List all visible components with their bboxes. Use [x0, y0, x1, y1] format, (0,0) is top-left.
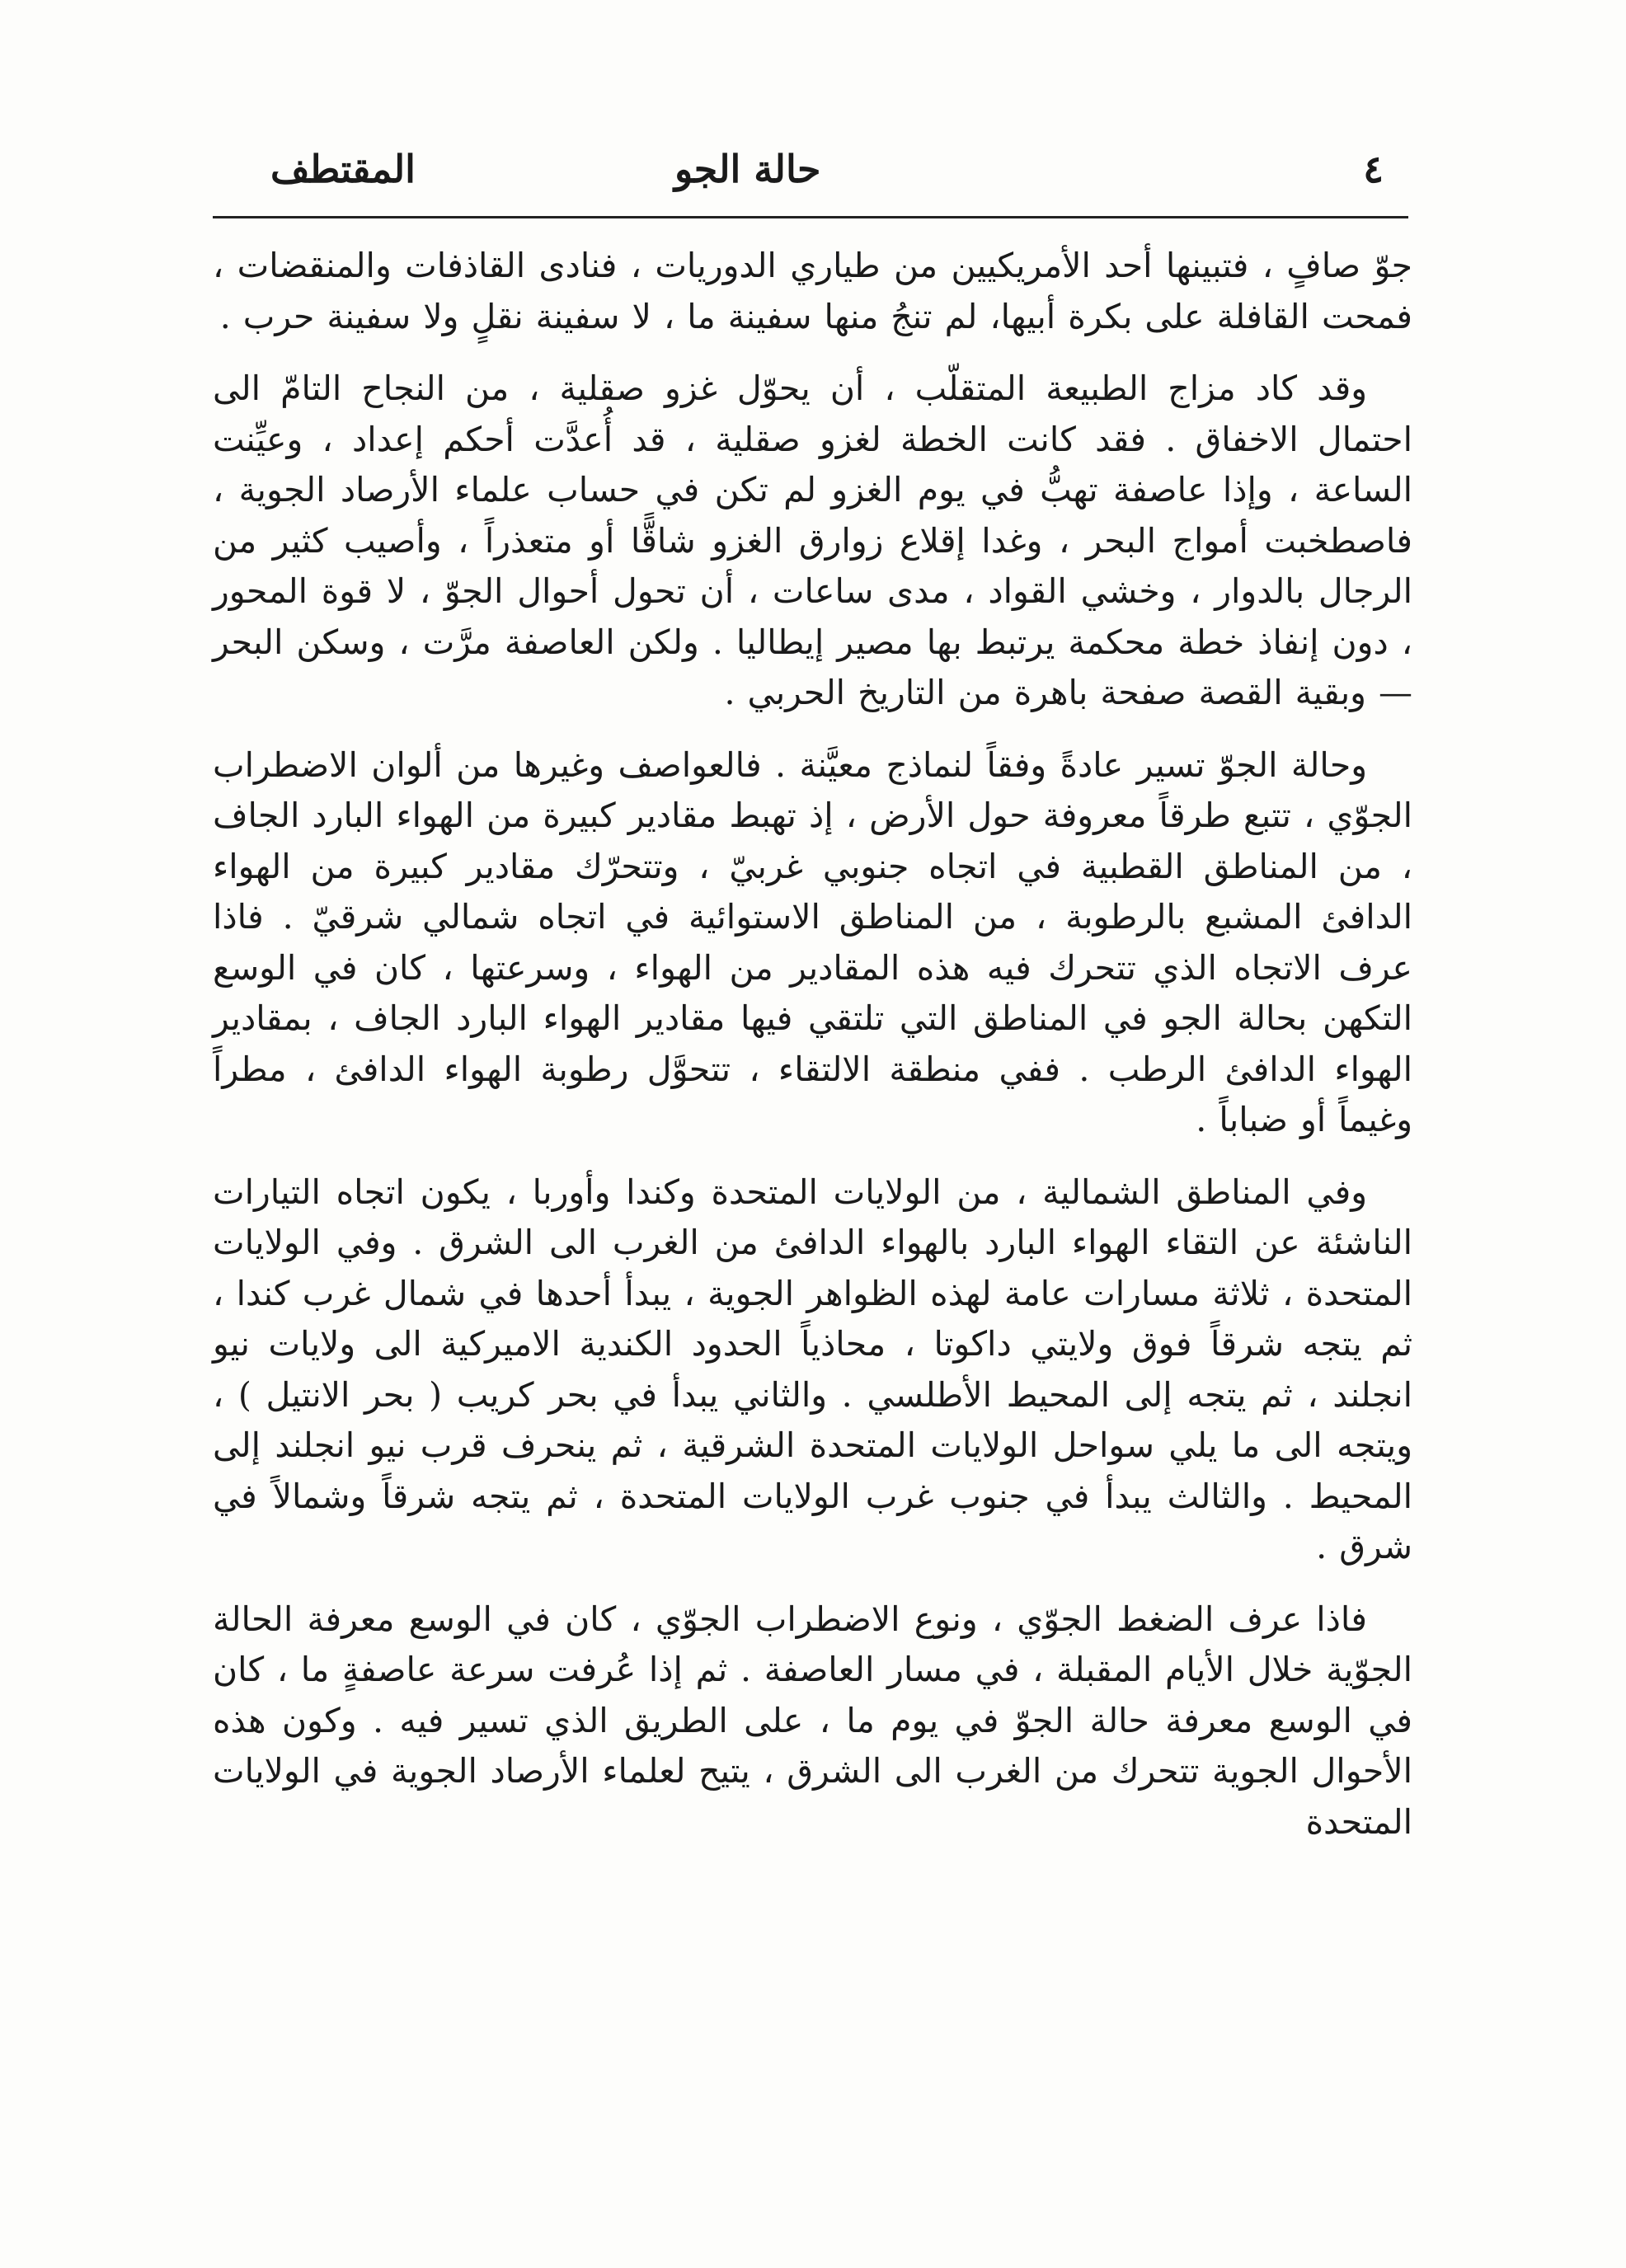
paragraph-4: وفي المناطق الشمالية ، من الولايات المتحدة وكندا وأوربا ، يكون اتجاه التيارات الناشئة عن التقاء الهواء البارد بالهواء الدافئ من الغرب الى الشرق . وفي الولايات المتحدة ، ثلاثة مسارات عامة لهذه الظواهر الجوية ، يبدأ أحدها في شمال غرب كندا ، ثم يتجه شرقاً فوق ولايتي داكوتا ، محاذياً الحدود الكندية الاميركية الى ولايات نيو انجلند ، ثم يتجه إلى المحيط الأطلسي . والثاني يبدأ في بحر كريب ( بحر الانتيل ) ، ويتجه الى ما يلي سواحل الولايات المتحدة الشرقية ، ثم ينحرف قرب نيو انجلند إلى المحيط . والثالث يبدأ في جنوب غرب الولايات المتحدة ، ثم يتجه شرقاً وشمالاً في شرق .: [213, 1172, 1412, 1566]
page-number: ٤: [1363, 147, 1384, 191]
header-rule: [213, 216, 1408, 218]
paragraph-2: وقد كاد مزاج الطبيعة المتقلّب ، أن يحوّل غزو صقلية ، من النجاح التامّ الى احتمال الاخفاق . فقد كانت الخطة لغزو صقلية ، قد أُعدَّت أحكم إعداد ، وعيِّنت الساعة ، وإذا عاصفة تهبُّ في يوم الغزو لم تكن في حساب علماء الأرصاد الجوية ، فاصطخبت أمواج البحر ، وغدا إقلاع زوارق الغزو شاقًّا أو متعذراً ، وأصيب كثير من الرجال بالدوار ، وخشي القواد ، مدى ساعات ، أن تحول أحوال الجوّ ، لا قوة المحور ، دون إنفاذ خطة محكمة يرتبط بها مصير إيطاليا . ولكن العاصفة مرَّت ، وسكن البحر — وبقية القصة صفحة باهرة من التاريخ الحربي .: [213, 369, 1412, 712]
page-header: [213, 140, 1408, 198]
journal-name: المقتطف: [270, 147, 416, 191]
paragraph-3: وحالة الجوّ تسير عادةً وفقاً لنماذج معيَّنة . فالعواصف وغيرها من ألوان الاضطراب الجوّي ، تتبع طرقاً معروفة حول الأرض ، إذ تهبط مقادير كبيرة من الهواء البارد الجاف ، من المناطق القطبية في اتجاه جنوبي غربيّ ، وتتحرّك مقادير كبيرة من الهواء الدافئ المشبع بالرطوبة ، من المناطق الاستوائية في اتجاه شمالي شرقيّ . فاذا عرف الاتجاه الذي تتحرك فيه هذه المقادير من الهواء ، وسرعتها ، كان في الوسع التكهن بحالة الجو في المناطق التي تلتقي فيها مقادير الهواء البارد الجاف ، بمقادير الهواء الدافئ الرطب . ففي منطقة الالتقاء ، تتحوَّل رطوبة الهواء الدافئ ، مطراً وغيماً أو ضباباً .: [213, 744, 1412, 1139]
paragraph-1: جوّ صافٍ ، فتبينها أحد الأمريكيين من طياري الدوريات ، فنادى القاذفات والمنقضات ، فمحت القافلة على بكرة أبيها، لم تنجُ منها سفينة ما ، لا سفينة نقلٍ ولا سفينة حرب .: [213, 246, 1412, 336]
article-body: [213, 241, 1412, 1869]
paragraph-5: فاذا عرف الضغط الجوّي ، ونوع الاضطراب الجوّي ، كان في الوسع معرفة الحالة الجوّية خلال الأيام المقبلة ، في مسار العاصفة . ثم إذا عُرفت سرعة عاصفةٍ ما ، كان في الوسع معرفة حالة الجوّ في يوم ما ، على الطريق الذي تسير فيه . وكون هذه الأحوال الجوية تتحرك من الغرب الى الشرق ، يتيح لعلماء الأرصاد الجوية في الولايات المتحدة: [213, 1599, 1412, 1842]
running-title: حالة الجو: [674, 147, 821, 191]
